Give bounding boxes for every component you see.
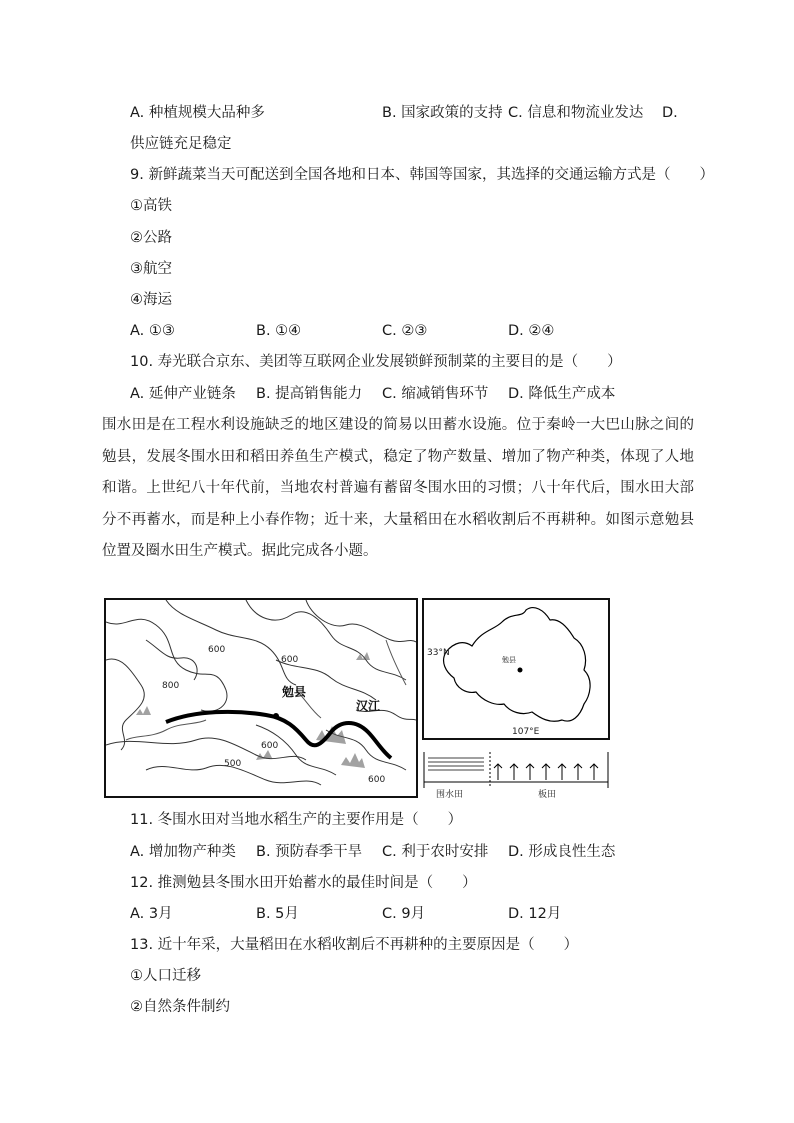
q8-option-a: A. 种植规模大品种多 <box>130 105 265 121</box>
q8-option-b: B. 国家政策的支持 <box>382 105 503 121</box>
q13-stem: 13. 近十年采，大量稻田在水稻收割后不再耕种的主要原因是（ ） <box>130 937 579 953</box>
contour-line <box>166 600 299 685</box>
q12-option-b: B. 5月 <box>256 906 299 922</box>
county-boundary <box>444 608 591 722</box>
q9-option-b: B. ①④ <box>256 323 302 339</box>
contour-label: 600 <box>281 655 299 665</box>
crop-symbols <box>494 764 598 780</box>
river-tributary <box>126 720 206 740</box>
river-tributary <box>386 640 406 685</box>
q8-option-c: C. 信息和物流业发达 <box>508 105 644 121</box>
q10-option-a: A. 延伸产业链条 <box>130 386 236 402</box>
q12-option-d: D. 12月 <box>508 906 562 922</box>
q9-item-3: ③航空 <box>130 261 172 277</box>
contour-line <box>106 619 227 711</box>
q10-option-d: D. 降低生产成本 <box>508 386 616 402</box>
q12-stem: 12. 推测勉县冬围水田开始蓄水的最佳时间是（ ） <box>130 875 477 891</box>
q10-stem: 10. 寿光联合京东、美团等互联网企业发展锁鲜预制菜的主要目的是（ ） <box>130 354 622 370</box>
inset-lon-label: 107°E <box>512 727 540 737</box>
figure <box>104 598 610 800</box>
passage: 围水田是在工程水利设施缺乏的地区建设的简易以田蓄水设施。位于秦岭一大巴山脉之间的勉县，发展冬围水田和稻田养鱼生产模式，稳定了物产数量、增加了物产种类，体现了人地和谐。上世纪八十年代前，当地农村普遍有蓄留冬围水田的习惯；八十年代后，围水田大部分不再蓄水，而是种上小春作物；近十来，大量稻田在水稻收割后不再耕种。如图示意勉县位置及圈水田生产模式。据此完成各小题。 <box>102 417 694 559</box>
contour-label: 800 <box>162 681 180 691</box>
q9-option-a: A. ①③ <box>130 323 175 339</box>
location-map <box>104 598 418 798</box>
q9-item-1: ①高铁 <box>130 198 172 214</box>
q10-option-c: C. 缩减销售环节 <box>382 386 489 402</box>
q13-item-1: ①人口迁移 <box>130 968 201 984</box>
q10-option-b: B. 提高销售能力 <box>256 386 363 402</box>
q9-option-c: C. ②③ <box>382 323 428 339</box>
q11-option-b: B. 预防春季干旱 <box>256 844 363 860</box>
q12-option-c: C. 9月 <box>382 906 426 922</box>
contour-label: 600 <box>261 741 279 751</box>
q8-option-d-continued: 供应链充足稳定 <box>130 136 232 152</box>
contour-label: 600 <box>368 775 386 785</box>
mian-county-marker <box>273 713 279 719</box>
q11-option-d: D. 形成良性生态 <box>508 844 616 860</box>
contour-label: 600 <box>208 645 226 655</box>
inset-map <box>422 598 610 740</box>
contour-label: 500 <box>224 759 242 769</box>
q9-stem: 9. 新鲜蔬菜当天可配送到全国各地和日本、韩国等国家，其选择的交通运输方式是（ ） <box>130 167 714 183</box>
field-schematic <box>422 742 610 800</box>
q9-item-2: ②公路 <box>130 230 172 246</box>
q12-option-a: A. 3月 <box>130 906 173 922</box>
han-river <box>166 712 391 758</box>
field-label: 板田 <box>538 790 557 800</box>
contour-line <box>306 600 416 642</box>
q13-item-2: ②自然条件制约 <box>130 999 230 1015</box>
q9-item-4: ④海运 <box>130 292 172 308</box>
inset-lat-label: 33°N <box>427 648 450 658</box>
q11-option-a: A. 增加物产种类 <box>130 844 236 860</box>
field-label: 围水田 <box>436 790 464 800</box>
river-label: 汉江 <box>356 699 381 713</box>
inset-city-marker <box>518 668 523 673</box>
contour-line <box>246 600 406 680</box>
q11-option-c: C. 利于农时安排 <box>382 844 489 860</box>
inset-city-label: 勉县 <box>502 656 516 664</box>
q11-stem: 11. 冬围水田对当地水稻生产的主要作用是（ ） <box>130 812 463 828</box>
q8-option-d: D. <box>662 105 678 121</box>
q9-option-d: D. ②④ <box>508 323 555 339</box>
contour-line <box>146 640 197 680</box>
county-label: 勉县 <box>282 685 307 699</box>
